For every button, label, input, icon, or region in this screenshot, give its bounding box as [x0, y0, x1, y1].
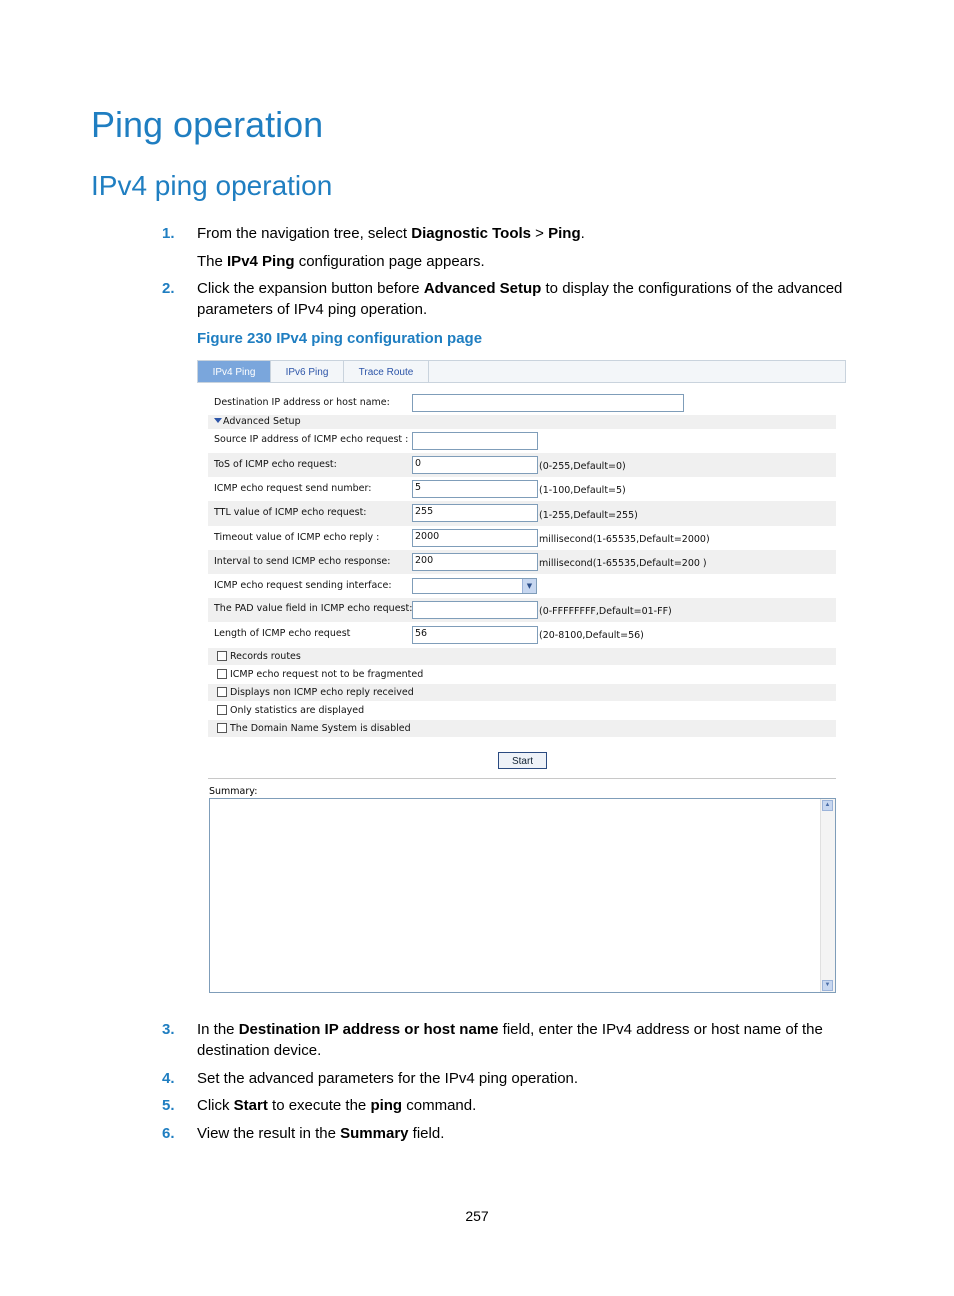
expand-triangle-icon — [214, 418, 222, 423]
step-number: 6. — [162, 1125, 175, 1142]
count-row: ICMP echo request send number: 5 (1-100,Default=5) — [214, 482, 626, 496]
ping-form — [208, 392, 836, 772]
tab-bar — [197, 360, 846, 383]
step-text: From the navigation tree, select Diagnostic Tools > Ping. — [197, 225, 585, 242]
non-icmp-checkbox[interactable] — [217, 687, 227, 697]
page-number: 257 — [465, 1208, 489, 1224]
timeout-row: Timeout value of ICMP echo reply : 2000 millisecond(1-65535,Default=2000) — [214, 531, 710, 545]
check-row-no-fragment: ICMP echo request not to be fragmented — [208, 666, 836, 683]
tab-ipv4-ping[interactable]: IPv4 Ping — [198, 361, 271, 382]
step-number: 2. — [162, 280, 175, 297]
step-text: Click the expansion button before Advanced Setup to display the configurations of the advanced parameters of IPv4 ping operation. — [197, 280, 843, 318]
section-title: IPv4 ping operation — [91, 170, 333, 201]
dns-disabled-checkbox[interactable] — [217, 723, 227, 733]
source-ip-input[interactable] — [412, 432, 538, 450]
dest-label: Destination IP address or host name: — [214, 397, 390, 408]
step-text: Click Start to execute the ping command. — [197, 1097, 477, 1114]
step-number: 5. — [162, 1097, 175, 1114]
stats-only-checkbox[interactable] — [217, 705, 227, 715]
no-fragment-checkbox[interactable] — [217, 669, 227, 679]
scroll-up-icon[interactable]: ▲ — [822, 800, 833, 811]
advanced-setup-toggle[interactable]: Advanced Setup — [214, 416, 301, 427]
check-row-records-routes: Records routes — [208, 648, 836, 665]
divider — [208, 778, 836, 779]
interval-input[interactable]: 200 — [412, 553, 538, 571]
tos-input[interactable]: 0 — [412, 456, 538, 474]
records-routes-checkbox[interactable] — [217, 651, 227, 661]
check-row-non-icmp: Displays non ICMP echo reply received — [208, 684, 836, 701]
start-button[interactable]: Start — [498, 752, 547, 769]
chevron-down-icon[interactable]: ▼ — [522, 579, 536, 593]
ttl-input[interactable]: 255 — [412, 504, 538, 522]
length-row: Length of ICMP echo request 56 (20-8100,Default=56) — [208, 622, 836, 646]
step-text: Set the advanced parameters for the IPv4 ping operation. — [197, 1070, 579, 1087]
step-text: View the result in the Summary field. — [197, 1125, 445, 1142]
interface-select[interactable] — [412, 578, 537, 594]
figure-caption: Figure 230 IPv4 ping configuration page — [197, 330, 483, 347]
count-input[interactable]: 5 — [412, 480, 538, 498]
interval-row: Interval to send ICMP echo response: 200 millisecond(1-65535,Default=200 ) — [208, 550, 836, 574]
dest-ip-input[interactable] — [412, 394, 684, 412]
summary-textarea[interactable] — [209, 798, 836, 993]
tab-trace-route[interactable]: Trace Route — [344, 361, 429, 382]
timeout-input[interactable]: 2000 — [412, 529, 538, 547]
length-input[interactable]: 56 — [412, 626, 538, 644]
step-number: 3. — [162, 1021, 175, 1038]
step-number: 4. — [162, 1070, 175, 1087]
advanced-setup-row — [208, 415, 836, 429]
pad-input[interactable] — [412, 601, 538, 619]
check-row-dns-disabled: The Domain Name System is disabled — [208, 720, 836, 737]
check-row-stats-only: Only statistics are displayed — [208, 702, 836, 719]
page-title: Ping operation — [91, 104, 324, 145]
scroll-down-icon[interactable]: ▼ — [822, 980, 833, 991]
tos-row: ToS of ICMP echo request: 0 (0-255,Default=0) — [208, 453, 836, 477]
tab-ipv6-ping[interactable]: IPv6 Ping — [271, 361, 344, 382]
source-row: Source IP address of ICMP echo request : — [208, 429, 836, 453]
summary-label: Summary: — [209, 786, 258, 797]
pad-row: The PAD value field in ICMP echo request: (0-FFFFFFFF,Default=01-FF) — [208, 598, 836, 622]
step-number: 1. — [162, 225, 175, 242]
ttl-row: TTL value of ICMP echo request: 255 (1-255,Default=255) — [208, 501, 836, 526]
ping-config-screenshot — [197, 360, 846, 1000]
dest-row — [208, 392, 836, 414]
summary-scrollbar[interactable] — [820, 799, 835, 992]
iface-row: ICMP echo request sending interface: ▼ — [208, 574, 836, 598]
step-text: In the Destination IP address or host name field, enter the IPv4 address or host name of the destination device. — [197, 1021, 823, 1059]
